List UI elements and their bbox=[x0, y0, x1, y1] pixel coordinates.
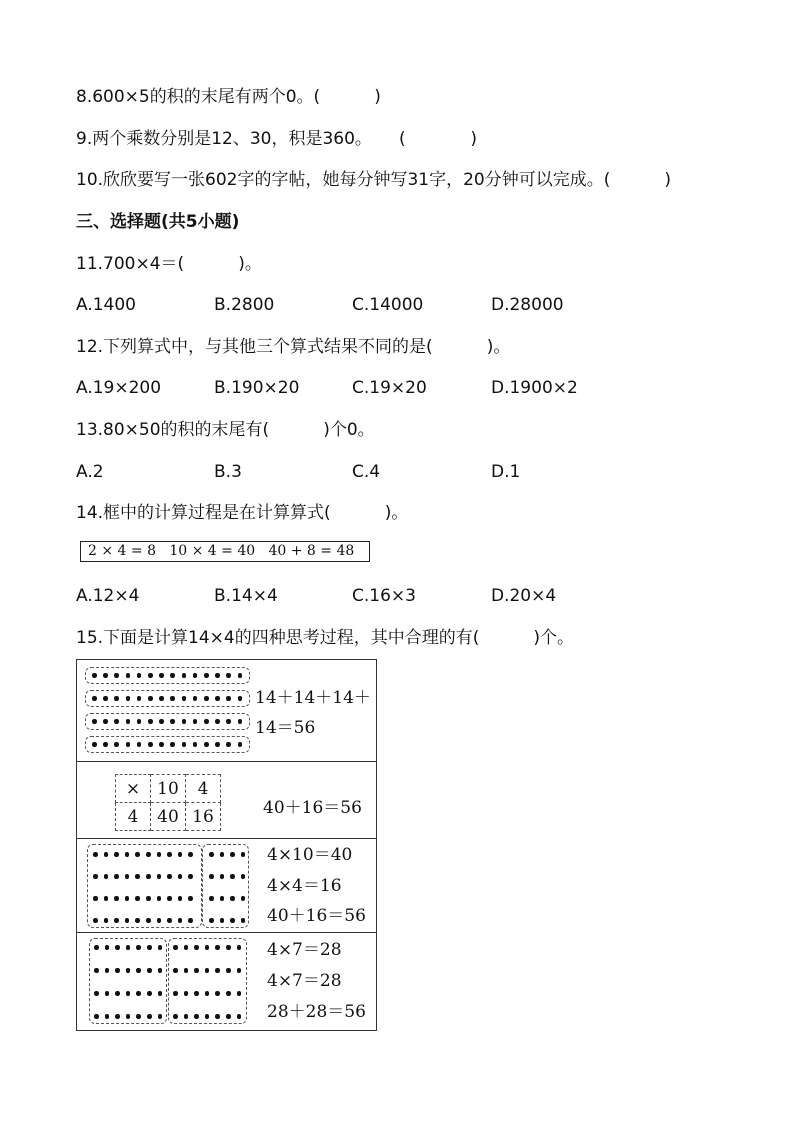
method-4-line2: 4×7＝28 bbox=[267, 971, 342, 991]
dot bbox=[194, 968, 199, 973]
dot bbox=[92, 719, 97, 724]
dot bbox=[147, 968, 152, 973]
dot bbox=[182, 719, 187, 724]
dot bbox=[159, 742, 164, 747]
dot bbox=[230, 874, 235, 879]
dot bbox=[170, 742, 175, 747]
dot bbox=[184, 991, 189, 996]
dot bbox=[226, 673, 231, 678]
dot bbox=[148, 673, 153, 678]
dot-row-group bbox=[85, 667, 250, 684]
dot bbox=[135, 896, 140, 901]
dot bbox=[193, 742, 198, 747]
option-d: D.28000 bbox=[491, 295, 564, 315]
dot bbox=[173, 991, 178, 996]
dot bbox=[148, 696, 153, 701]
dot bbox=[167, 918, 172, 923]
dot bbox=[93, 874, 98, 879]
dot bbox=[115, 968, 120, 973]
dot bbox=[178, 918, 183, 923]
dot bbox=[104, 852, 109, 857]
dot bbox=[194, 991, 199, 996]
dot bbox=[114, 673, 119, 678]
dot bbox=[188, 918, 193, 923]
dot bbox=[188, 874, 193, 879]
dot-group-10 bbox=[87, 844, 202, 928]
option-b: B.2800 bbox=[214, 295, 275, 315]
question-8: 8.600×5的积的末尾有两个0。( ) bbox=[76, 87, 381, 107]
dot bbox=[146, 918, 151, 923]
dot bbox=[126, 991, 131, 996]
question-15: 15.下面是计算14×4的四种思考过程，其中合理的有( )个。 bbox=[76, 628, 575, 648]
dot bbox=[226, 742, 231, 747]
dot bbox=[126, 945, 131, 950]
dot bbox=[104, 896, 109, 901]
option-c: C.4 bbox=[352, 462, 381, 482]
dot bbox=[105, 945, 110, 950]
dot bbox=[115, 945, 120, 950]
dot bbox=[167, 896, 172, 901]
method-4-line3: 28＋28＝56 bbox=[267, 1002, 366, 1022]
dot bbox=[215, 742, 220, 747]
dot bbox=[238, 696, 243, 701]
dot bbox=[126, 742, 131, 747]
dot bbox=[215, 945, 220, 950]
dot bbox=[94, 991, 99, 996]
dot bbox=[157, 896, 162, 901]
dot bbox=[167, 852, 172, 857]
dot bbox=[220, 896, 225, 901]
method-3-line3: 40＋16＝56 bbox=[267, 906, 366, 926]
method-3-line1: 4×10＝40 bbox=[267, 845, 353, 865]
option-a: A.1400 bbox=[76, 295, 136, 315]
dot bbox=[205, 968, 210, 973]
dot bbox=[126, 719, 131, 724]
option-d: D.20×4 bbox=[491, 586, 557, 606]
dot bbox=[137, 696, 142, 701]
dot bbox=[92, 673, 97, 678]
dot bbox=[94, 945, 99, 950]
dot bbox=[215, 696, 220, 701]
dot bbox=[148, 719, 153, 724]
grid-cell: 4 bbox=[186, 775, 221, 803]
dot bbox=[158, 945, 163, 950]
dot bbox=[114, 852, 119, 857]
dot bbox=[103, 696, 108, 701]
dot bbox=[114, 696, 119, 701]
dot bbox=[92, 696, 97, 701]
dot bbox=[215, 673, 220, 678]
dot bbox=[226, 1014, 231, 1019]
dot bbox=[238, 719, 243, 724]
dot bbox=[135, 852, 140, 857]
dot bbox=[230, 918, 235, 923]
dot bbox=[136, 991, 141, 996]
dot bbox=[241, 918, 246, 923]
dot bbox=[159, 673, 164, 678]
dot bbox=[241, 874, 246, 879]
method-4-line1: 4×7＝28 bbox=[267, 940, 342, 960]
dot bbox=[147, 991, 152, 996]
dot bbox=[170, 719, 175, 724]
dot bbox=[126, 1014, 131, 1019]
dot bbox=[159, 696, 164, 701]
method-4-cell bbox=[77, 933, 376, 1030]
option-c: C.19×20 bbox=[352, 378, 427, 398]
dot bbox=[204, 673, 209, 678]
dot bbox=[126, 673, 131, 678]
dot bbox=[215, 991, 220, 996]
dot bbox=[105, 968, 110, 973]
section-heading-choice: 三、选择题(共5小题) bbox=[76, 212, 240, 232]
dot bbox=[125, 896, 130, 901]
dot bbox=[114, 874, 119, 879]
dot bbox=[147, 945, 152, 950]
method-2-cell bbox=[77, 762, 376, 839]
dot bbox=[125, 852, 130, 857]
dot bbox=[167, 874, 172, 879]
dot bbox=[178, 852, 183, 857]
dot bbox=[194, 945, 199, 950]
dot bbox=[188, 852, 193, 857]
option-a: A.12×4 bbox=[76, 586, 140, 606]
dot bbox=[241, 852, 246, 857]
dot bbox=[220, 852, 225, 857]
dot bbox=[93, 852, 98, 857]
dot bbox=[204, 719, 209, 724]
dot bbox=[230, 852, 235, 857]
dot bbox=[209, 918, 214, 923]
dot bbox=[159, 719, 164, 724]
dot bbox=[226, 991, 231, 996]
dot bbox=[220, 874, 225, 879]
grid-cell: 10 bbox=[151, 775, 186, 803]
dot bbox=[158, 968, 163, 973]
dot bbox=[125, 874, 130, 879]
option-d: D.1 bbox=[491, 462, 521, 482]
dot bbox=[137, 673, 142, 678]
dot bbox=[136, 945, 141, 950]
dot bbox=[182, 696, 187, 701]
dot bbox=[230, 896, 235, 901]
dot-row-group bbox=[85, 690, 250, 707]
dot bbox=[204, 696, 209, 701]
dot bbox=[136, 1014, 141, 1019]
question-14: 14.框中的计算过程是在计算算式( )。 bbox=[76, 503, 409, 523]
option-b: B.14×4 bbox=[214, 586, 278, 606]
dot bbox=[158, 1014, 163, 1019]
dot bbox=[104, 918, 109, 923]
method-1-line2: 14＝56 bbox=[255, 718, 316, 738]
dot bbox=[237, 991, 242, 996]
dot bbox=[114, 719, 119, 724]
dot bbox=[137, 742, 142, 747]
dot bbox=[103, 673, 108, 678]
dot bbox=[147, 1014, 152, 1019]
dot bbox=[226, 968, 231, 973]
dot bbox=[209, 852, 214, 857]
dot bbox=[115, 1014, 120, 1019]
dot bbox=[178, 896, 183, 901]
option-b: B.3 bbox=[214, 462, 242, 482]
method-3-line2: 4×4＝16 bbox=[267, 876, 342, 896]
dot bbox=[193, 673, 198, 678]
dot bbox=[173, 945, 178, 950]
dot-group-7 bbox=[89, 938, 167, 1024]
dot-row-group bbox=[85, 713, 250, 730]
dot bbox=[93, 896, 98, 901]
dot bbox=[136, 968, 141, 973]
grid-cell: 40 bbox=[151, 803, 186, 831]
dot bbox=[105, 1014, 110, 1019]
multiplication-grid bbox=[115, 774, 221, 831]
dot bbox=[226, 945, 231, 950]
dot-group-4 bbox=[202, 844, 249, 928]
dot bbox=[170, 673, 175, 678]
dot bbox=[114, 918, 119, 923]
dot bbox=[184, 945, 189, 950]
dot bbox=[209, 874, 214, 879]
question-12: 12.下列算式中，与其他三个算式结果不同的是( )。 bbox=[76, 337, 511, 357]
option-d: D.1900×2 bbox=[491, 378, 578, 398]
dot bbox=[104, 874, 109, 879]
dot bbox=[215, 719, 220, 724]
dot bbox=[94, 968, 99, 973]
dot bbox=[205, 945, 210, 950]
method-1-line1: 14＋14＋14＋ bbox=[255, 688, 371, 708]
dot bbox=[158, 991, 163, 996]
dot bbox=[238, 673, 243, 678]
method-2-result: 40＋16＝56 bbox=[263, 798, 362, 818]
dot bbox=[157, 852, 162, 857]
dot bbox=[178, 874, 183, 879]
dot bbox=[146, 874, 151, 879]
dot bbox=[114, 896, 119, 901]
grid-cell: 4 bbox=[116, 803, 151, 831]
dot bbox=[146, 852, 151, 857]
dot bbox=[93, 918, 98, 923]
dot bbox=[103, 719, 108, 724]
dot bbox=[238, 742, 243, 747]
dot bbox=[184, 1014, 189, 1019]
dot bbox=[92, 742, 97, 747]
dot bbox=[215, 968, 220, 973]
dot bbox=[114, 742, 119, 747]
dot bbox=[237, 968, 242, 973]
dot bbox=[209, 896, 214, 901]
dot-row-group bbox=[85, 736, 250, 753]
dot bbox=[241, 896, 246, 901]
dot bbox=[205, 1014, 210, 1019]
option-c: C.14000 bbox=[352, 295, 424, 315]
grid-cell: 16 bbox=[186, 803, 221, 831]
dot bbox=[103, 742, 108, 747]
dot bbox=[105, 991, 110, 996]
dot bbox=[188, 896, 193, 901]
question-9: 9.两个乘数分别是12、30，积是360。 ( ) bbox=[76, 129, 478, 149]
dot bbox=[237, 1014, 242, 1019]
dot bbox=[220, 918, 225, 923]
question-13: 13.80×50的积的末尾有( )个0。 bbox=[76, 420, 375, 440]
dot bbox=[115, 991, 120, 996]
dot bbox=[135, 874, 140, 879]
dot bbox=[193, 719, 198, 724]
calculation-box: 2 × 4 = 8 10 × 4 = 40 40 + 8 = 48 bbox=[80, 541, 370, 562]
dot bbox=[125, 918, 130, 923]
dot bbox=[135, 918, 140, 923]
question-11: 11.700×4＝( )。 bbox=[76, 254, 262, 274]
method-3-cell bbox=[77, 839, 376, 933]
dot bbox=[226, 696, 231, 701]
dot bbox=[126, 968, 131, 973]
dot bbox=[170, 696, 175, 701]
option-a: A.2 bbox=[76, 462, 104, 482]
dot bbox=[157, 874, 162, 879]
dot bbox=[182, 673, 187, 678]
method-1-cell bbox=[77, 660, 376, 762]
dot bbox=[182, 742, 187, 747]
dot-group-7 bbox=[168, 938, 247, 1024]
dot bbox=[157, 918, 162, 923]
dot bbox=[194, 1014, 199, 1019]
dot bbox=[173, 968, 178, 973]
dot bbox=[146, 896, 151, 901]
dot bbox=[193, 696, 198, 701]
dot bbox=[205, 991, 210, 996]
dot bbox=[126, 696, 131, 701]
dot bbox=[226, 719, 231, 724]
dot bbox=[204, 742, 209, 747]
option-c: C.16×3 bbox=[352, 586, 416, 606]
dot bbox=[94, 1014, 99, 1019]
dot bbox=[173, 1014, 178, 1019]
question-10: 10.欣欣要写一张602字的字帖，她每分钟写31字，20分钟可以完成。( ) bbox=[76, 170, 672, 190]
option-b: B.190×20 bbox=[214, 378, 300, 398]
dot bbox=[184, 968, 189, 973]
grid-cell: × bbox=[116, 775, 151, 803]
dot bbox=[215, 1014, 220, 1019]
dot bbox=[137, 719, 142, 724]
option-a: A.19×200 bbox=[76, 378, 162, 398]
methods-table bbox=[76, 659, 377, 1031]
dot bbox=[237, 945, 242, 950]
dot bbox=[148, 742, 153, 747]
